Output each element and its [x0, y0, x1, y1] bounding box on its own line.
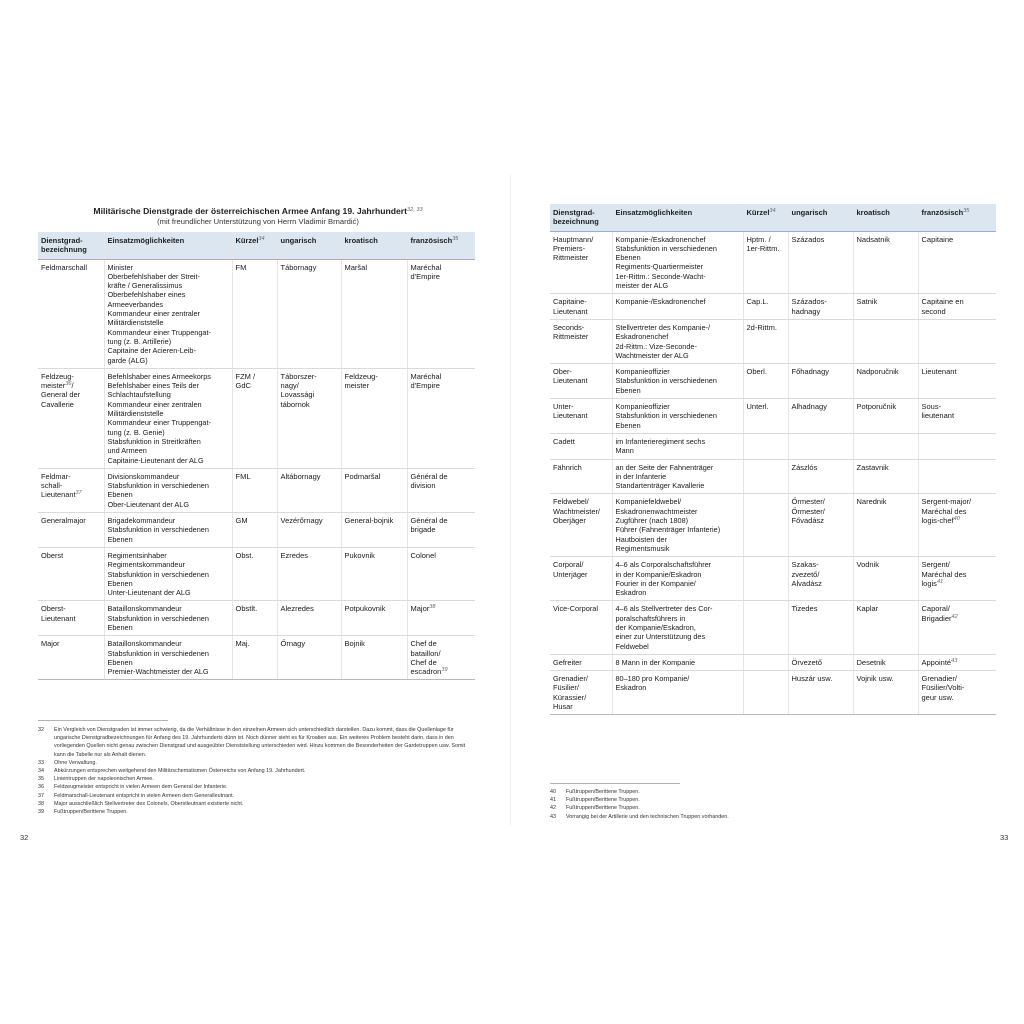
footnote-text: Fußtruppen/Berittene Truppen. — [54, 809, 128, 816]
cell-croatian: Pukovnik — [341, 547, 407, 600]
cell-hungarian: Alhadnagy — [788, 399, 853, 434]
cell-french: Colonel — [407, 547, 475, 600]
footnote-number: 41 — [550, 797, 556, 804]
cell-rank — [38, 368, 104, 468]
cell-french: Général de brigade — [407, 513, 475, 548]
cell-uses: Kompanie-/Eskadronenchef Stabsfunktion in verschiedenen Ebenen Regiments-Quartiermeister 1er-Rittm.: Seconde-Wacht- meister der ALG — [612, 231, 743, 294]
cell-rank — [38, 468, 104, 512]
header-french — [918, 204, 996, 231]
footnote-text: Abkürzungen entsprechen weitgehend den Militärschematismen Österreichs von Anfang 19. Jahrhundert. — [54, 768, 306, 775]
cell-abbr — [743, 601, 788, 654]
footnote-ref[interactable]: 37 — [75, 490, 82, 497]
header-rank: Dienstgrad-bezeichnung — [550, 204, 612, 231]
cell-french — [918, 494, 996, 557]
table-title-text: Militärische Dienstgrade der österreichischen Armee Anfang 19. Jahrhundert — [93, 206, 408, 216]
footnote-text: Feldmarschall-Lieutenant entspricht in vielen Armeen dem Generalleutnant. — [54, 792, 235, 799]
cell-french — [918, 601, 996, 654]
footnote-ref[interactable]: 42 — [951, 613, 958, 620]
cell-rank — [38, 636, 104, 680]
table-row — [38, 259, 475, 368]
table-row — [550, 231, 996, 294]
title-footnote-refs[interactable]: 32, 33 — [407, 207, 423, 213]
table-row — [38, 636, 475, 680]
table-row — [38, 513, 475, 548]
cell-french — [407, 636, 475, 680]
cell-hungarian: Őrmester/ Őrmester/ Fővadász — [788, 494, 853, 557]
cell-uses: Stellvertreter des Kompanie-/ Eskadronenchef 2d-Rittm.: Vize-Seconde- Wachtmeister der ALG — [612, 319, 743, 363]
cell-french — [918, 654, 996, 670]
footnote-number: 34 — [38, 768, 44, 775]
cell-french: Sous- lieutenant — [918, 399, 996, 434]
cell-rank-text: Feldmarschall — [41, 262, 88, 272]
cell-rank: Ober- Lieutenant — [550, 364, 612, 399]
table-row — [550, 399, 996, 434]
cell-french-text: Appointé — [921, 657, 952, 667]
cell-abbr: Hptm. / 1er-Rittm. — [743, 231, 788, 294]
cell-rank — [38, 547, 104, 600]
table-header-row — [550, 204, 996, 231]
cell-hungarian: Altábornagy — [277, 468, 341, 512]
cell-croatian: Feldzeug- meister — [341, 368, 407, 468]
cell-rank-text: Oberst — [41, 550, 64, 560]
cell-french — [918, 459, 996, 494]
cell-abbr: Maj. — [232, 636, 277, 680]
rank-table-right — [550, 204, 996, 715]
table-row — [550, 294, 996, 320]
cell-hungarian: Százados — [788, 231, 853, 294]
cell-uses: Divisionskommandeur Stabsfunktion in verschiedenen Ebenen Ober-Lieutenant der ALG — [104, 468, 232, 512]
cell-abbr: FZM / GdC — [232, 368, 277, 468]
cell-croatian: Potpukovnik — [341, 601, 407, 636]
footnote-text: Feldzeugmeister entspricht in vielen Armeen dem General der Infanterie. — [54, 784, 228, 791]
footnote-number: 32 — [38, 727, 44, 733]
footnotes-left — [38, 726, 478, 816]
cell-hungarian: Szakas- zvezető/ Alvadász — [788, 557, 853, 601]
footnote — [550, 804, 990, 812]
cell-uses: Bataillonskommandeur Stabsfunktion in verschiedenen Ebenen Premier-Wachtmeister der ALG — [104, 636, 232, 680]
table-row — [38, 601, 475, 636]
cell-french-text: Caporal/ Brigadier — [921, 604, 952, 623]
footnote-text: Fußtruppen/Berittene Truppen. — [566, 805, 640, 812]
header-croatian: kroatisch — [853, 204, 918, 231]
cell-croatian: Narednik — [853, 494, 918, 557]
cell-rank: Feldwebel/ Wachtmeister/ Oberjäger — [550, 494, 612, 557]
cell-uses: 8 Mann in der Kompanie — [612, 654, 743, 670]
cell-french: Général de division — [407, 468, 475, 512]
cell-rank-text: Oberst- Lieutenant — [41, 604, 76, 623]
footnote — [38, 808, 478, 816]
footnote-text: Major ausschließlich Stellvertreter des Colonels, Oberstleutnant existierte nicht. — [54, 800, 244, 807]
footnote — [38, 783, 478, 791]
cell-abbr: Oberl. — [743, 364, 788, 399]
cell-croatian: General-bojnik — [341, 513, 407, 548]
cell-abbr: FML — [232, 468, 277, 512]
right-page — [512, 0, 1024, 1024]
cell-hungarian: Vezérőrnagy — [277, 513, 341, 548]
cell-uses: Bataillonskommandeur Stabsfunktion in verschiedenen Ebenen — [104, 601, 232, 636]
cell-uses: Minister Oberbefehlshaber der Streit- kräfte / Generalissimus Oberbefehlshaber eines Armeeverbandes Kommandeur einer zentraler Militärdienststelle Kommandeur einer Truppengat- tung (z. B. Artillerie) Capitaine der Acieren-Leib- garde (ALG) — [104, 259, 232, 368]
footnote-number: 42 — [550, 805, 556, 812]
cell-abbr — [743, 433, 788, 459]
footnote-rule — [550, 783, 680, 784]
cell-rank: Capitaine- Lieutenant — [550, 294, 612, 320]
cell-hungarian: Huszár usw. — [788, 671, 853, 715]
cell-croatian: Zastavnik — [853, 459, 918, 494]
footnote-ref[interactable]: 34 — [258, 236, 265, 242]
footnote-number: 35 — [38, 776, 44, 783]
cell-uses: Kompaniefeldwebel/ Eskadronenwachtmeister Zugführer (nach 1808) Führer (Fahnenträger Infanterie) Hautboisten der Regimentsmusik — [612, 494, 743, 557]
cell-croatian: Nadporučnik — [853, 364, 918, 399]
header-abbr-text: Kürzel — [746, 208, 770, 217]
footnote — [38, 792, 478, 800]
cell-french: Capitaine — [918, 231, 996, 294]
footnote-rule — [38, 720, 168, 721]
cell-rank: Grenadier/ Füsilier/ Kürassier/ Husar — [550, 671, 612, 715]
header-croatian: kroatisch — [341, 232, 407, 259]
page-number: 32 — [20, 833, 29, 842]
cell-abbr: Unterl. — [743, 399, 788, 434]
cell-french — [918, 319, 996, 363]
footnote-ref[interactable]: 43 — [951, 657, 958, 664]
footnote-number: 38 — [38, 800, 44, 807]
cell-croatian: Maršal — [341, 259, 407, 368]
cell-french-text: Major — [410, 604, 430, 614]
cell-rank: Seconds- Rittmeister — [550, 319, 612, 363]
header-uses: Einsatzmöglichkeiten — [104, 232, 232, 259]
footnote-text: Vorrangig bei der Artillerie und den technischen Truppen vorhanden. — [566, 813, 729, 820]
cell-rank: Vice-Corporal — [550, 601, 612, 654]
table-row — [550, 364, 996, 399]
cell-french-text: Chef de bataillon/ Chef de escadron — [410, 639, 442, 677]
cell-hungarian — [788, 319, 853, 363]
cell-french-text: Sergent-major/ Maréchal des logis-chef — [921, 497, 972, 526]
table-row — [38, 547, 475, 600]
cell-hungarian: Örvezető — [788, 654, 853, 670]
header-french-text: französisch — [410, 236, 453, 245]
cell-croatian: Vojnik usw. — [853, 671, 918, 715]
cell-croatian: Kaplar — [853, 601, 918, 654]
table-row — [550, 671, 996, 715]
cell-french: Maréchal d'Empire — [407, 259, 475, 368]
cell-rank-text: Feldzeug- meister — [41, 371, 74, 391]
footnote — [38, 726, 478, 759]
footnote — [38, 800, 478, 808]
footnote-ref[interactable]: 38 — [429, 604, 436, 611]
table-row — [550, 319, 996, 363]
cell-rank-text: Generalmajor — [41, 516, 86, 526]
header-rank: Dienstgrad-bezeichnung — [38, 232, 104, 259]
header-french-text: französisch — [921, 208, 964, 217]
footnote-ref[interactable]: 36 — [65, 381, 72, 388]
table-row — [550, 601, 996, 654]
cell-abbr: 2d-Rittm. — [743, 319, 788, 363]
footnote-text: Ohne Verwaltung. — [54, 759, 97, 766]
header-abbr — [232, 232, 277, 259]
cell-uses: Regimentsinhaber Regimentskommandeur Stabsfunktion in verschiedenen Ebenen Unter-Lieutenant der ALG — [104, 547, 232, 600]
cell-rank-text-tail: / General der Cavallerie — [41, 381, 81, 409]
footnote-number: 39 — [38, 809, 44, 816]
cell-croatian: Potporučnik — [853, 399, 918, 434]
cell-hungarian: Zászlós — [788, 459, 853, 494]
header-abbr-text: Kürzel — [235, 236, 259, 245]
cell-hungarian: Főhadnagy — [788, 364, 853, 399]
footnote — [38, 759, 478, 767]
cell-french — [918, 433, 996, 459]
cell-french-text: Sergent/ Maréchal des logis — [921, 560, 967, 588]
cell-french: Lieutenant — [918, 364, 996, 399]
cell-rank: Hauptmann/ Premiers- Rittmeister — [550, 231, 612, 294]
cell-uses: an der Seite der Fahnenträger in der Infanterie Standartenträger Kavallerie — [612, 459, 743, 494]
cell-rank-text: Feldmar- schall- Lieutenant — [41, 471, 76, 500]
footnote-number: 33 — [38, 759, 44, 766]
footnotes-right — [550, 788, 990, 821]
cell-abbr: FM — [232, 259, 277, 368]
cell-hungarian — [788, 433, 853, 459]
cell-abbr — [743, 671, 788, 715]
table-row — [550, 433, 996, 459]
cell-uses: 4–6 als Stellvertreter des Cor- poralschaftsführers in der Kompanie/Eskadron, einer zur Unterstützung des Feldwebel — [612, 601, 743, 654]
cell-french: Maréchal d'Empire — [407, 368, 475, 468]
cell-rank: Cadett — [550, 433, 612, 459]
cell-rank: Fähnrich — [550, 459, 612, 494]
cell-abbr: GM — [232, 513, 277, 548]
footnote-ref[interactable]: 34 — [769, 208, 776, 214]
table-subtitle: (mit freundlicher Unterstützung von Herrn Vladimir Brnardić) — [157, 217, 359, 226]
header-abbr — [743, 204, 788, 231]
header-french — [407, 232, 475, 259]
cell-uses: Befehlshaber eines Armeekorps Befehlshaber eines Teils der Schlachtaufstellung Kommandeur einer zentralen Militärdienststelle Kommandeur einer Truppengat- tung (z. B. Genie) Stabsfunktion in Streitkräften und Armeen Capitaine-Lieutenant der ALG — [104, 368, 232, 468]
footnote — [550, 813, 990, 821]
table-title — [38, 206, 478, 216]
cell-hungarian: Őrnagy — [277, 636, 341, 680]
footnote — [550, 796, 990, 804]
cell-abbr — [743, 459, 788, 494]
footnote-number: 37 — [38, 792, 44, 799]
table-row — [38, 368, 475, 468]
cell-hungarian: Ezredes — [277, 547, 341, 600]
footnote — [550, 788, 990, 796]
cell-croatian: Vodnik — [853, 557, 918, 601]
cell-croatian: Podmaršal — [341, 468, 407, 512]
header-hungarian: ungarisch — [788, 204, 853, 231]
cell-uses: Kompanieoffizier Stabsfunktion in verschiedenen Ebenen — [612, 399, 743, 434]
table-header-row — [38, 232, 475, 259]
header-hungarian: ungarisch — [277, 232, 341, 259]
footnote-ref[interactable]: 41 — [936, 578, 944, 585]
cell-french: Capitaine en second — [918, 294, 996, 320]
cell-abbr — [743, 494, 788, 557]
cell-abbr: Obst. — [232, 547, 277, 600]
footnote-ref[interactable]: 39 — [441, 667, 448, 674]
cell-hungarian: Alezredes — [277, 601, 341, 636]
footnote-number: 36 — [38, 784, 44, 791]
cell-hungarian: Tábornagy — [277, 259, 341, 368]
cell-rank: Corporal/ Unterjäger — [550, 557, 612, 601]
cell-uses: Kompanieoffizier Stabsfunktion in verschiedenen Ebenen — [612, 364, 743, 399]
cell-hungarian: Táborszer- nagy/ Lovassági tábornok — [277, 368, 341, 468]
cell-croatian — [853, 433, 918, 459]
cell-abbr — [743, 557, 788, 601]
cell-abbr — [743, 654, 788, 670]
cell-french: Grenadier/ Füsilier/Volti- geur usw. — [918, 671, 996, 715]
cell-uses: Kompanie-/Eskadronenchef — [612, 294, 743, 320]
footnote-number: 40 — [550, 789, 556, 795]
footnote — [38, 767, 478, 775]
table-row — [550, 494, 996, 557]
table-row — [550, 459, 996, 494]
cell-rank: Unter- Lieutenant — [550, 399, 612, 434]
cell-croatian: Satnik — [853, 294, 918, 320]
cell-abbr: Obstlt. — [232, 601, 277, 636]
footnote-text: Fußtruppen/Berittene Truppen. — [566, 797, 640, 804]
cell-croatian: Desetnik — [853, 654, 918, 670]
header-uses: Einsatzmöglichkeiten — [612, 204, 743, 231]
page-number: 33 — [1000, 833, 1009, 842]
footnote-ref[interactable]: 35 — [452, 236, 459, 242]
cell-uses: Brigadekommandeur Stabsfunktion in verschiedenen Ebenen — [104, 513, 232, 548]
footnote-text: Ein Vergleich von Dienstgraden ist immer schwierig, da die Verhältnisse in den einzelnen Armeen sich unterschiedlich darstellen. Dazu kommt, dass die Quellenlage für ungarische Dienstgradbezeichnungen für Anfang des 19. Jahrhunderts dünn ist. Noch dünner sieht es für Kroatien aus. Ein weiteres Problem besteht darin, dass in den vorliegenden Quellen nicht genau zwischen Dienstgrad und ausgeübter Dienststellung unterschieden wird. Hinzu kommen die Besonderheiten der Gardetruppen usw. Somit kann die Tabelle nur als Anhalt dienen. — [54, 727, 466, 758]
table-row — [38, 468, 475, 512]
cell-french — [918, 557, 996, 601]
cell-croatian: Nadsatnik — [853, 231, 918, 294]
cell-rank: Gefreiter — [550, 654, 612, 670]
footnote-number: 43 — [550, 813, 556, 820]
cell-uses: 80–180 pro Kompanie/ Eskadron — [612, 671, 743, 715]
table-row — [550, 654, 996, 670]
cell-rank — [38, 601, 104, 636]
cell-hungarian: Tizedes — [788, 601, 853, 654]
cell-hungarian: Százados- hadnagy — [788, 294, 853, 320]
cell-french — [407, 601, 475, 636]
cell-abbr: Cap.L. — [743, 294, 788, 320]
footnote-text: Linientruppen der napoleonischen Armee. — [54, 776, 154, 783]
footnote-text: Fußtruppen/Berittene Truppen. — [566, 789, 640, 795]
footnote-ref[interactable]: 40 — [953, 516, 960, 523]
cell-rank-text: Major — [41, 639, 60, 649]
table-row — [550, 557, 996, 601]
footnote-ref[interactable]: 35 — [963, 208, 970, 214]
cell-uses: im Infanterieregiment sechs Mann — [612, 433, 743, 459]
cell-rank — [38, 513, 104, 548]
rank-table-left — [38, 232, 475, 680]
cell-rank — [38, 259, 104, 368]
cell-croatian: Bojnik — [341, 636, 407, 680]
cell-croatian — [853, 319, 918, 363]
cell-uses: 4–6 als Corporalschaftsführer in der Kompanie/Eskadron Fourier in der Kompanie/ Eskadron — [612, 557, 743, 601]
footnote — [38, 775, 478, 783]
